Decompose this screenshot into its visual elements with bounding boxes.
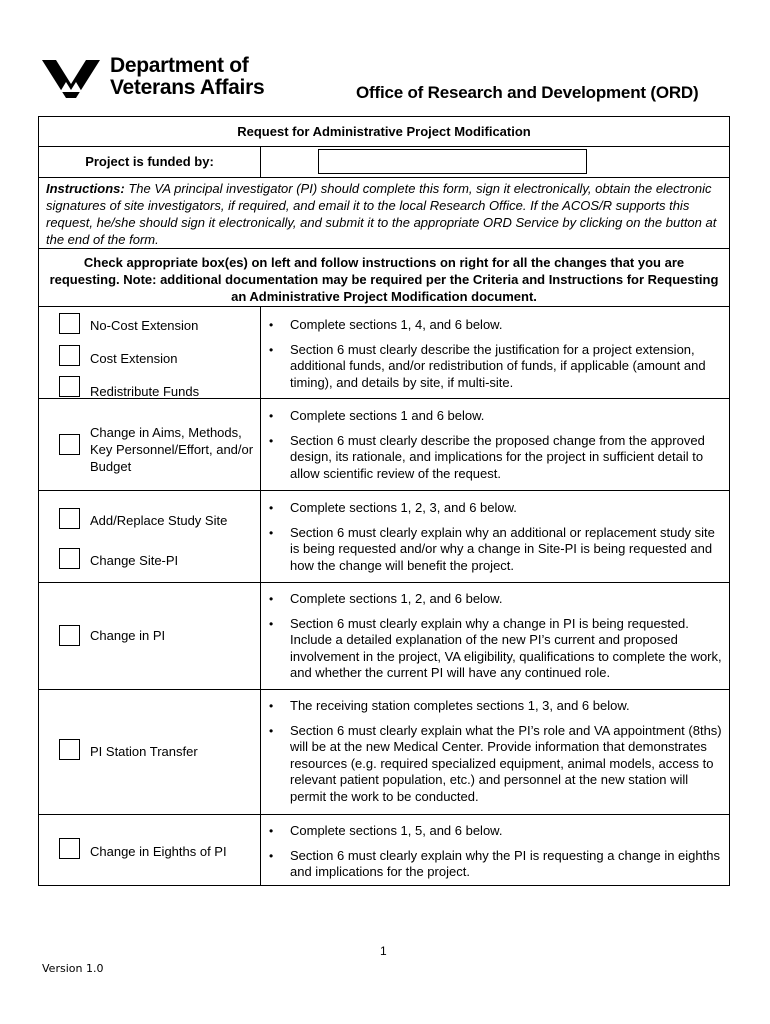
office-title: Office of Research and Development (ORD) (356, 83, 699, 102)
option-label: Cost Extension (90, 351, 178, 366)
option-label: Redistribute Funds (90, 384, 200, 399)
va-logo (40, 54, 264, 100)
instruction-bullet: • Complete sections 1 and 6 below. (267, 408, 723, 425)
option-label: No-Cost Extension (90, 318, 199, 333)
logo-line-2: Veterans Affairs (110, 76, 265, 99)
column-divider (260, 306, 261, 886)
option-label: Change Site-PI (90, 553, 179, 568)
pi-station-transfer-checkbox[interactable] (59, 739, 80, 760)
cost-extension-checkbox[interactable] (59, 345, 80, 366)
divider (39, 582, 729, 583)
form-title: Request for Administrative Project Modification (237, 124, 531, 139)
funded-by-input[interactable] (318, 149, 587, 174)
divider (260, 146, 261, 177)
version-label: Version 1.0 (42, 962, 104, 975)
divider (39, 490, 729, 491)
divider (39, 689, 729, 690)
logo-line-1: Department of (110, 54, 249, 77)
instructions-label: Instructions: (46, 181, 125, 196)
va-logo-text (110, 55, 264, 99)
page-number: 1 (380, 944, 387, 958)
no-cost-extension-checkbox[interactable] (59, 313, 80, 334)
section-instructions (267, 408, 723, 490)
divider (39, 146, 729, 147)
change-site-pi-checkbox[interactable] (59, 548, 80, 569)
divider (39, 306, 729, 307)
section-instructions (267, 591, 723, 690)
va-seal-icon (40, 54, 102, 100)
instruction-bullet: • Section 6 must clearly describe the proposed change from the approved design, its rationale, and implications for the project in sufficient detail to allow scientific review of the request. (267, 433, 723, 483)
section-instructions (267, 698, 723, 813)
funded-by-label: Project is funded by: (85, 154, 214, 169)
change-aims-checkbox[interactable] (59, 434, 80, 455)
redistribute-funds-checkbox[interactable] (59, 376, 80, 397)
divider (39, 398, 729, 399)
option-label: Change in PI (90, 628, 166, 643)
divider (39, 248, 729, 249)
instruction-bullet: • Complete sections 1, 2, 3, and 6 below. (267, 500, 723, 517)
change-eighths-checkbox[interactable] (59, 838, 80, 859)
instruction-bullet: • Section 6 must clearly explain why the PI is requesting a change in eighths and implications for the project. (267, 848, 723, 881)
option-label: Add/Replace Study Site (90, 513, 228, 528)
add-replace-site-checkbox[interactable] (59, 508, 80, 529)
instructions-text (46, 180, 721, 248)
change-in-pi-checkbox[interactable] (59, 625, 80, 646)
section-instructions (267, 317, 723, 399)
instruction-bullet: • Section 6 must clearly explain why a change in PI is being requested. Include a detailed explanation of the new PI’s current and proposed involvement in the project, VA eligibility, qualifications to complete the work, and whether the current PI will have any continued role. (267, 616, 723, 682)
instruction-bullet: • Complete sections 1, 4, and 6 below. (267, 317, 723, 334)
check-instructions: Check appropriate box(es) on left and follow instructions on right for all the changes that you are requesting. Note: additional documentation may be required per the Criteria and Instructions for Requesting an Administrative Project Modification document. (49, 255, 719, 304)
instruction-bullet: • Section 6 must clearly explain why an additional or replacement study site is being requested and/or why a change in Site-PI is being requested and how the change will benefit the project. (267, 525, 723, 575)
instruction-bullet: • Complete sections 1, 2, and 6 below. (267, 591, 723, 608)
section-instructions (267, 823, 723, 889)
instruction-bullet: • Section 6 must clearly explain what the PI’s role and VA appointment (8ths) will be at the new Medical Center. Provide information that demonstrates resources (e.g. required specialized equipment, animal models, access to relevant patient population, etc.) and personnel at the new station will permit the work to be conducted. (267, 723, 723, 806)
instructions-body: The VA principal investigator (PI) should complete this form, sign it electronically, obtain the electronic signatures of site investigators, if required, and email it to the local Research Office. If the ACOS/R supports this request, he/she should sign it electronically, and submit it to the appropriate ORD Service by clicking on the button at the end of the form. (46, 181, 717, 247)
option-label: Change in Aims, Methods, Key Personnel/Effort, and/or Budget (90, 425, 254, 474)
option-label: Change in Eighths of PI (90, 844, 227, 859)
instruction-bullet: • Complete sections 1, 5, and 6 below. (267, 823, 723, 840)
instruction-bullet: • The receiving station completes sections 1, 3, and 6 below. (267, 698, 723, 715)
section-instructions (267, 500, 723, 582)
divider (39, 177, 729, 178)
divider (39, 814, 729, 815)
modification-form (38, 116, 730, 886)
instruction-bullet: • Section 6 must clearly describe the justification for a project extension, additional funds, and/or redistribution of funds, if applicable (amount and timing), and details by site, if multi-site. (267, 342, 723, 392)
option-label: PI Station Transfer (90, 744, 198, 759)
